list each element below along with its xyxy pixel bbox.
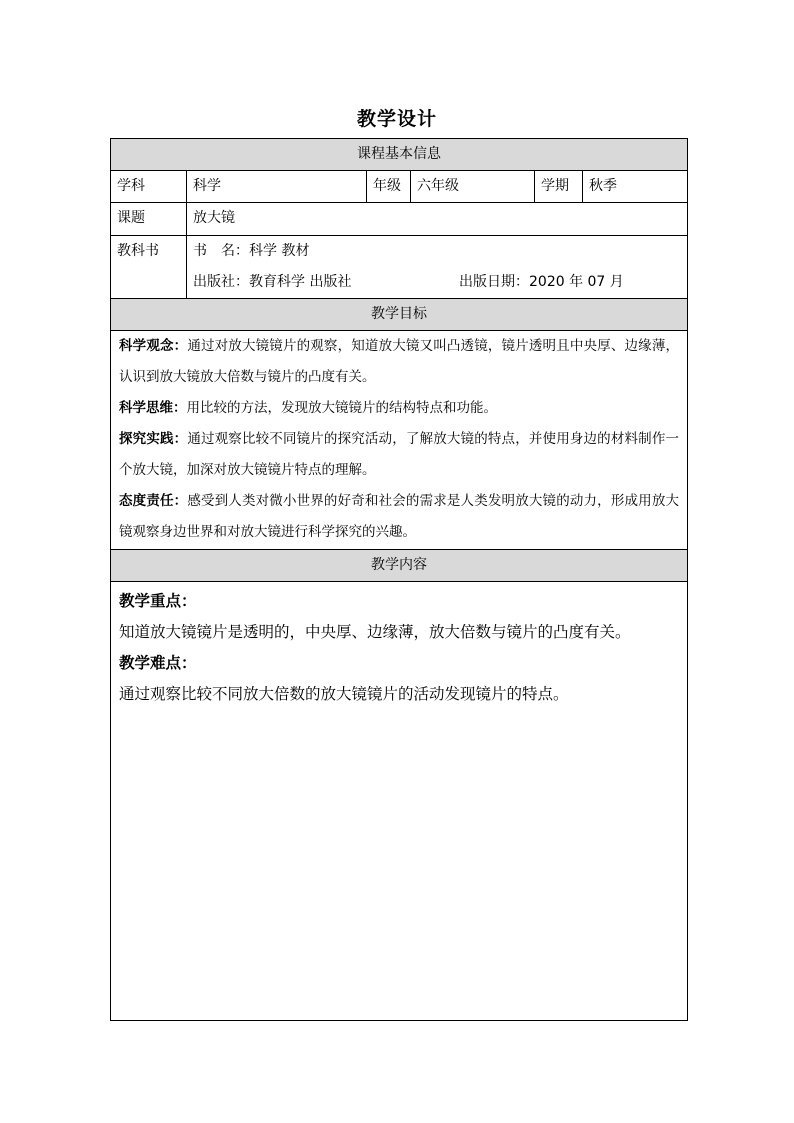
objective-text: 通过对放大镜镜片的观察，知道放大镜又叫凸透镜，镜片透明且中央厚、边缘薄，认识到放大镜放大倍数与镜片的凸度有关。 — [119, 338, 679, 385]
topic-row — [111, 203, 687, 236]
subject-value: 科学 — [187, 171, 367, 202]
objective-label: 探究实践： — [119, 431, 188, 447]
objective-item — [119, 393, 679, 424]
grade-label: 年级 — [367, 171, 411, 202]
term-label: 学期 — [535, 171, 583, 202]
objective-label: 科学思维： — [119, 400, 187, 416]
content-body — [111, 582, 687, 714]
key-points-heading: 教学重点： — [119, 592, 197, 610]
objective-text: 感受到人类对微小世界的好奇和社会的需求是人类发明放大镜的动力，形成用放大镜观察身边世界和对放大镜进行科学探究的兴趣。 — [119, 493, 679, 540]
publisher-line — [193, 267, 687, 298]
lesson-plan-table — [110, 138, 688, 1021]
textbook-label: 教科书 — [111, 236, 187, 298]
topic-value: 放大镜 — [193, 210, 235, 226]
objective-text: 通过观察比较不同镜片的探究活动，了解放大镜的特点，并使用身边的材料制作一个放大镜，加深对放大镜镜片特点的理解。 — [119, 431, 679, 478]
objective-label: 科学观念： — [119, 338, 188, 354]
objectives-body — [111, 331, 687, 550]
difficult-points-heading: 教学难点： — [119, 654, 197, 672]
publish-date: 出版日期：2020 年 07 月 — [459, 274, 624, 290]
document-title: 教学设计 — [356, 108, 437, 130]
objective-item — [119, 486, 679, 548]
basic-info-header: 课程基本信息 — [111, 139, 687, 171]
book-name: 书 名：科学 教材 — [193, 243, 310, 259]
key-points-text: 知道放大镜镜片是透明的，中央厚、边缘薄，放大倍数与镜片的凸度有关。 — [119, 623, 631, 641]
objectives-header: 教学目标 — [111, 299, 687, 331]
grade-value: 六年级 — [411, 171, 535, 202]
textbook-row — [111, 236, 687, 299]
textbook-info — [187, 236, 687, 298]
objective-item — [119, 331, 679, 393]
content-header: 教学内容 — [111, 550, 687, 582]
objective-item — [119, 424, 679, 486]
topic-label: 课题 — [111, 203, 187, 235]
subject-label: 学科 — [111, 171, 187, 202]
subject-row — [111, 171, 687, 203]
term-value: 秋季 — [589, 178, 617, 194]
difficult-points-text: 通过观察比较不同放大倍数的放大镜镜片的活动发现镜片的特点。 — [119, 685, 569, 703]
objective-label: 态度责任： — [119, 493, 188, 509]
publisher: 出版社：教育科学 出版社 — [193, 274, 352, 290]
objective-text: 用比较的方法，发现放大镜镜片的结构特点和功能。 — [186, 400, 497, 416]
